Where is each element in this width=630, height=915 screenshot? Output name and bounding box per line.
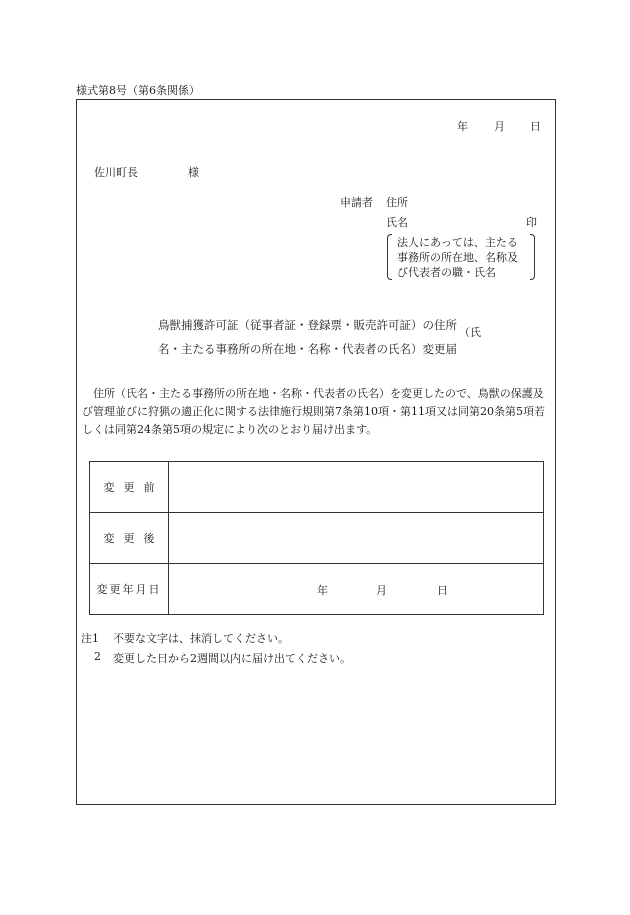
corporate-note-line-1: 法人にあっては、主たる xyxy=(397,236,518,249)
row-value-change-date[interactable] xyxy=(169,564,544,615)
change-date-year: 年 xyxy=(317,584,328,597)
row-value-before[interactable] xyxy=(169,462,544,513)
table-row xyxy=(90,462,544,513)
change-date-day: 日 xyxy=(437,584,448,597)
title-line-1-suffix: （氏 xyxy=(459,326,481,339)
corporate-note-line-3: び代表者の職・氏名 xyxy=(397,266,496,279)
change-date-month: 月 xyxy=(376,584,387,597)
form-frame xyxy=(76,99,556,805)
body-text xyxy=(82,385,552,439)
date-header-year: 年 xyxy=(457,120,468,133)
corporate-note-line-2: 事務所の所在地、名称及 xyxy=(397,251,518,264)
date-header-month: 月 xyxy=(494,120,505,133)
note-2-number: 2 xyxy=(94,650,101,663)
corporate-note xyxy=(387,234,535,280)
table-row xyxy=(90,513,544,564)
row-value-after[interactable] xyxy=(169,513,544,564)
row-label-after: 変更後 xyxy=(90,513,169,564)
addressee-name: 佐川町長 xyxy=(94,166,138,179)
applicant-label: 申請者 xyxy=(340,196,373,209)
table-row xyxy=(90,564,544,615)
bracket-left xyxy=(387,234,392,280)
addressee-honorific: 様 xyxy=(188,166,199,179)
changes-table xyxy=(89,461,544,615)
note-1-text: 不要な文字は、抹消してください。 xyxy=(113,632,289,645)
note-2-text: 変更した日から2週間以内に届け出てください。 xyxy=(113,652,351,665)
applicant-name-label: 氏名 xyxy=(386,216,408,229)
seal-mark: 印 xyxy=(526,216,537,229)
note-1-number: 注1 xyxy=(81,632,99,645)
form-number: 様式第8号（第6条関係） xyxy=(76,84,200,97)
title-line-1: 鳥獣捕獲許可証（従事者証・登録票・販売許可証）の住所 xyxy=(158,318,457,332)
row-label-change-date: 変更年月日 xyxy=(90,564,169,615)
row-label-before: 変更前 xyxy=(90,462,169,513)
body-text-content: 住所（氏名・主たる事務所の所在地・名称・代表者の氏名）を変更したので、鳥獣の保護及び管理並びに狩猟の適正化に関する法律施行規則第7条第10項・第11項又は同第20条第5項若しくは同第24条第5項の規定により次のとおり届け出ます。 xyxy=(82,387,545,436)
applicant-address-label: 住所 xyxy=(386,196,408,209)
date-header-day: 日 xyxy=(530,120,541,133)
title-line-2: 名・主たる事務所の所在地・名称・代表者の氏名）変更届 xyxy=(158,342,457,356)
bracket-right xyxy=(530,234,535,280)
